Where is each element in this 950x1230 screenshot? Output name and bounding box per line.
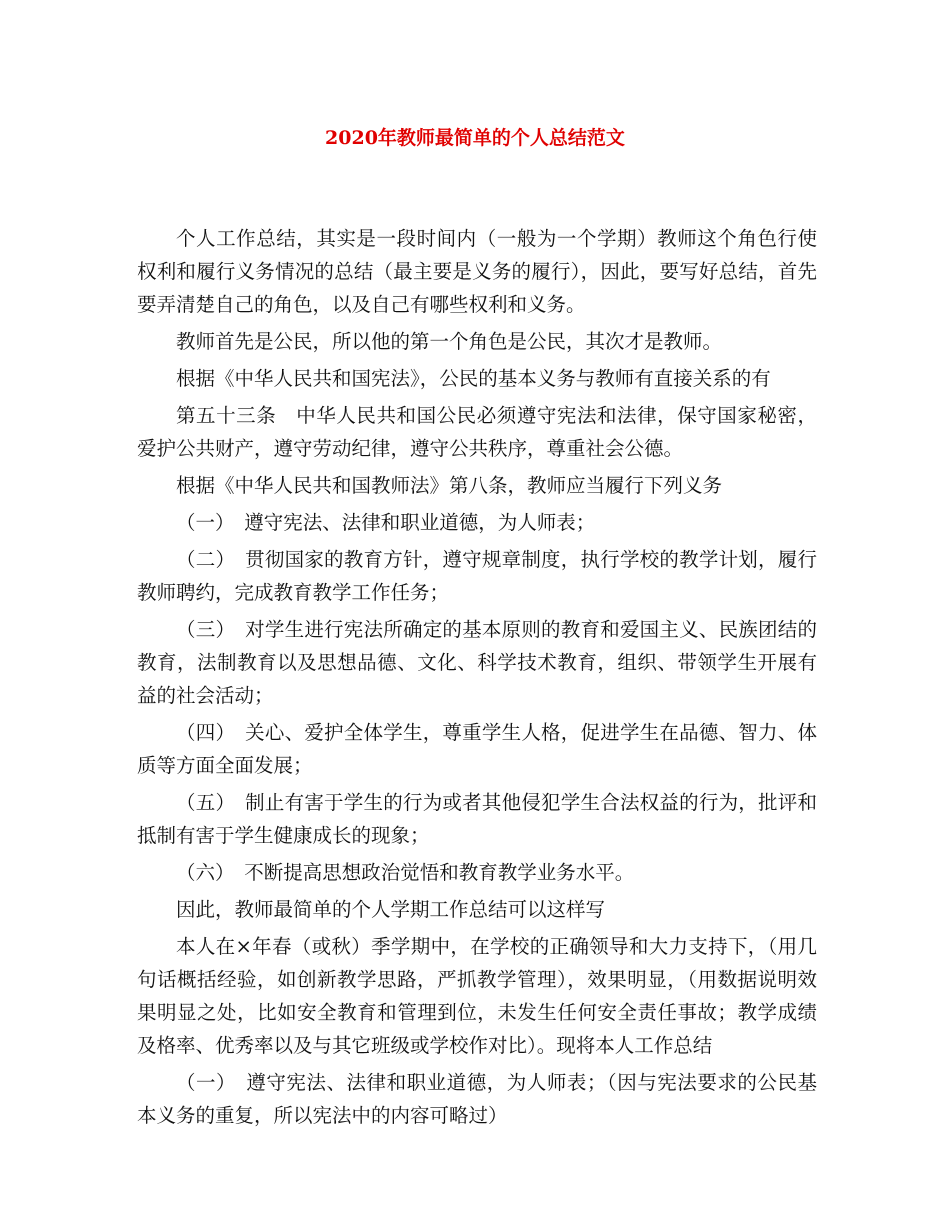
paragraph-summary-template: 本人在×年春（或秋）季学期中，在学校的正确领导和大力支持下，（用几句话概括经验，如创新教学思路，严抓教学管理），效果明显，（用数据说明效果明显之处，比如安全教育和管理到位，未发生任何安全责任事故；教学成绩及格率、优秀率以及与其它班级或学校作对比）。现将本人工作总结 [137,935,817,1057]
document-body [137,222,817,1136]
paragraph-article-53: 第五十三条 中华人民共和国公民必须遵守宪法和法律，保守国家秘密，爱护公共财产，遵守劳动纪律，遵守公共秩序，尊重社会公德。 [137,404,817,460]
document-title: 2020年教师最简单的个人总结范文 [325,127,625,149]
list-item-obligation-1: （一） 遵守宪法、法律和职业道德，为人师表； [176,511,596,534]
paragraph-teacher-law: 根据《中华人民共和国教师法》第八条，教师应当履行下列义务 [176,474,723,497]
paragraph-intro: 个人工作总结，其实是一段时间内（一般为一个学期）教师这个角色行使权利和履行义务情况的总结（最主要是义务的履行），因此，要写好总结，首先要弄清楚自己的角色，以及自己有哪些权利和义务。 [137,227,817,316]
list-item-obligation-5: （五） 制止有害于学生的行为或者其他侵犯学生合法权益的行为，批评和抵制有害于学生健康成长的现象； [137,791,817,847]
list-item-obligation-6: （六） 不断提高思想政治觉悟和教育教学业务水平。 [176,861,635,884]
list-item-obligation-4: （四） 关心、爱护全体学生，尊重学生人格，促进学生在品德、智力、体质等方面全面发展； [137,721,817,777]
paragraph-teacher-role: 教师首先是公民，所以他的第一个角色是公民，其次才是教师。 [176,330,723,353]
paragraph-summary-intro: 因此，教师最简单的个人学期工作总结可以这样写 [176,898,606,921]
list-item-obligation-2: （二） 贯彻国家的教育方针，遵守规章制度，执行学校的教学计划，履行教师聘约，完成教育教学工作任务； [137,548,817,604]
list-item-summary-1: （一） 遵守宪法、法律和职业道德，为人师表；（因与宪法要求的公民基本义务的重复，所以宪法中的内容可略过） [137,1071,817,1127]
paragraph-constitution: 根据《中华人民共和国宪法》，公民的基本义务与教师有直接关系的有 [176,367,771,390]
list-item-obligation-3: （三） 对学生进行宪法所确定的基本原则的教育和爱国主义、民族团结的教育，法制教育以及思想品德、文化、科学技术教育，组织、带领学生开展有益的社会活动； [137,618,817,707]
